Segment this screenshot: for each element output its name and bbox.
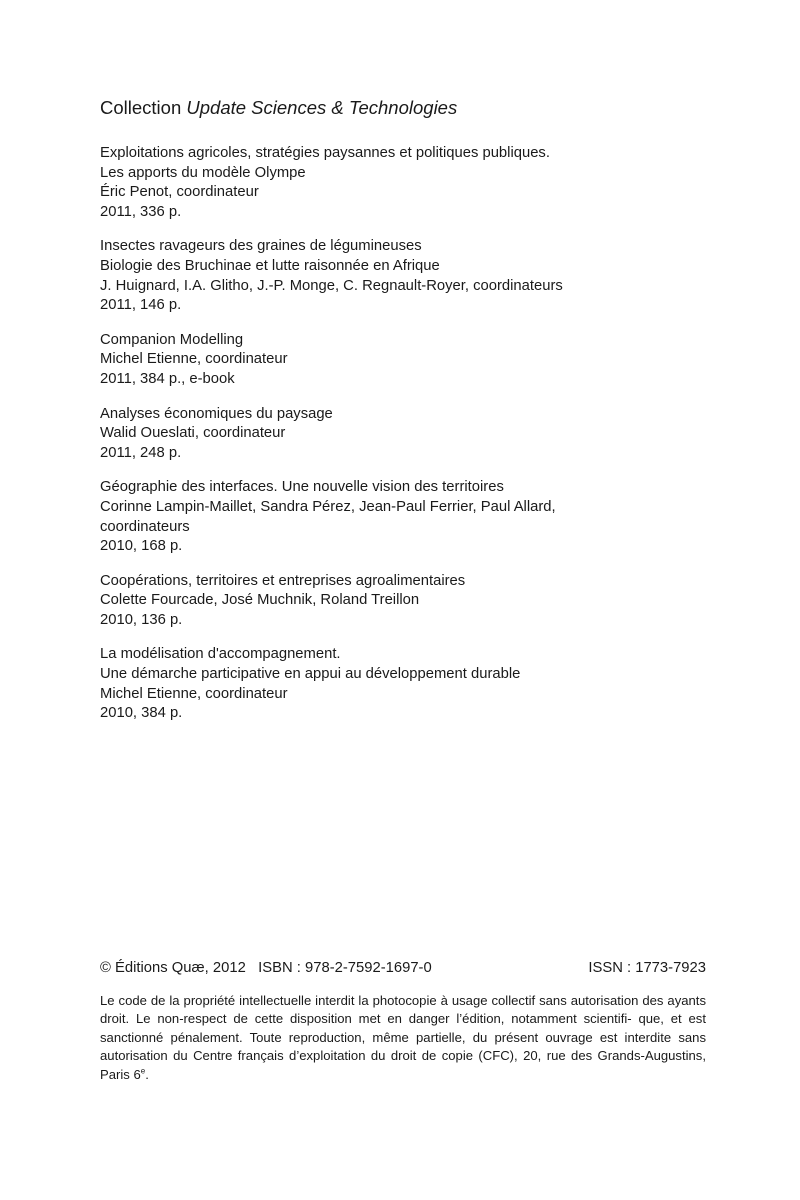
book-entry-line: Une démarche participative en appui au développement durable [100,666,521,683]
book-entry-line: coordinateurs [100,518,190,535]
book-entry-line: Walid Oueslati, coordinateur [100,425,286,442]
book-entry-line: Companion Modelling [100,331,244,348]
book-entry-line: Coopérations, territoires et entreprises agroalimentaires [100,572,466,589]
book-entry [100,405,712,464]
book-entry-line: J. Huignard, I.A. Glitho, J.-P. Monge, C. Regnault-Royer, coordinateurs [100,277,563,294]
isbn-text: ISBN : 978-2-7592-1697-0 [258,960,432,976]
collection-heading [100,94,712,122]
legal-notice-end: . [145,1066,149,1082]
collection-series-title: Update Sciences & Technologies [186,97,458,118]
book-entry-line: Éric Penot, coordinateur [100,184,259,201]
book-entry-line: 2011, 336 p. [100,203,182,220]
legal-notice-text: Le code de la propriété intellectuelle interdit la photocopie à usage collectif sans autorisation des ayants droit. Le non-respect de cette disposition met en danger l’édition, notamment scientifi- que, et est sanctionné pénalement. Toute reproduction, même partielle, du présent ouvrage est interdite sans autorisation du Centre français d’exploitation du droit de copie (CFC), 20, rue des Grands-Augustins, Paris 6 [100,993,706,1082]
collection-prefix: Collection [100,97,187,118]
book-entry-line: 2010, 384 p. [100,705,183,722]
page-content [100,94,712,739]
book-entry [100,645,712,723]
book-entry-line: Les apports du modèle Olympe [100,164,306,181]
book-entry [100,331,712,390]
book-entry-line: Michel Etienne, coordinateur [100,685,288,702]
book-list [100,144,712,724]
book-entry-line: Analyses économiques du paysage [100,405,333,422]
book-entry-line: Michel Etienne, coordinateur [100,351,288,368]
book-entry-line: Biologie des Bruchinae et lutte raisonnée en Afrique [100,257,440,274]
book-entry-line: 2010, 168 p. [100,538,183,555]
book-entry-line: 2010, 136 p. [100,611,183,628]
book-entry-line: Insectes ravageurs des graines de légumineuses [100,238,422,255]
legal-notice-superscript: e [140,1066,146,1076]
issn-text: ISSN : 1773-7923 [588,960,706,976]
colophon [100,958,706,1084]
copyright-text: © Éditions Quæ, 2012 [100,960,246,976]
copyright-line [100,958,706,978]
book-entry-line: La modélisation d'accompagnement. [100,646,341,663]
book-entry-line: Corinne Lampin-Maillet, Sandra Pérez, Jean-Paul Ferrier, Paul Allard, [100,498,556,515]
book-entry [100,144,712,222]
book-entry [100,237,712,315]
book-entry-line: 2011, 248 p. [100,444,182,461]
book-entry-line: 2011, 384 p., e-book [100,370,235,387]
legal-notice [100,992,706,1084]
copyright-isbn [100,958,432,978]
book-entry [100,478,712,556]
book-entry [100,572,712,631]
book-entry-line: Exploitations agricoles, stratégies paysannes et politiques publiques. [100,145,550,161]
book-entry-line: 2011, 146 p. [100,297,182,314]
book-entry-line: Géographie des interfaces. Une nouvelle vision des territoires [100,479,504,496]
book-entry-line: Colette Fourcade, José Muchnik, Roland Treillon [100,592,420,609]
